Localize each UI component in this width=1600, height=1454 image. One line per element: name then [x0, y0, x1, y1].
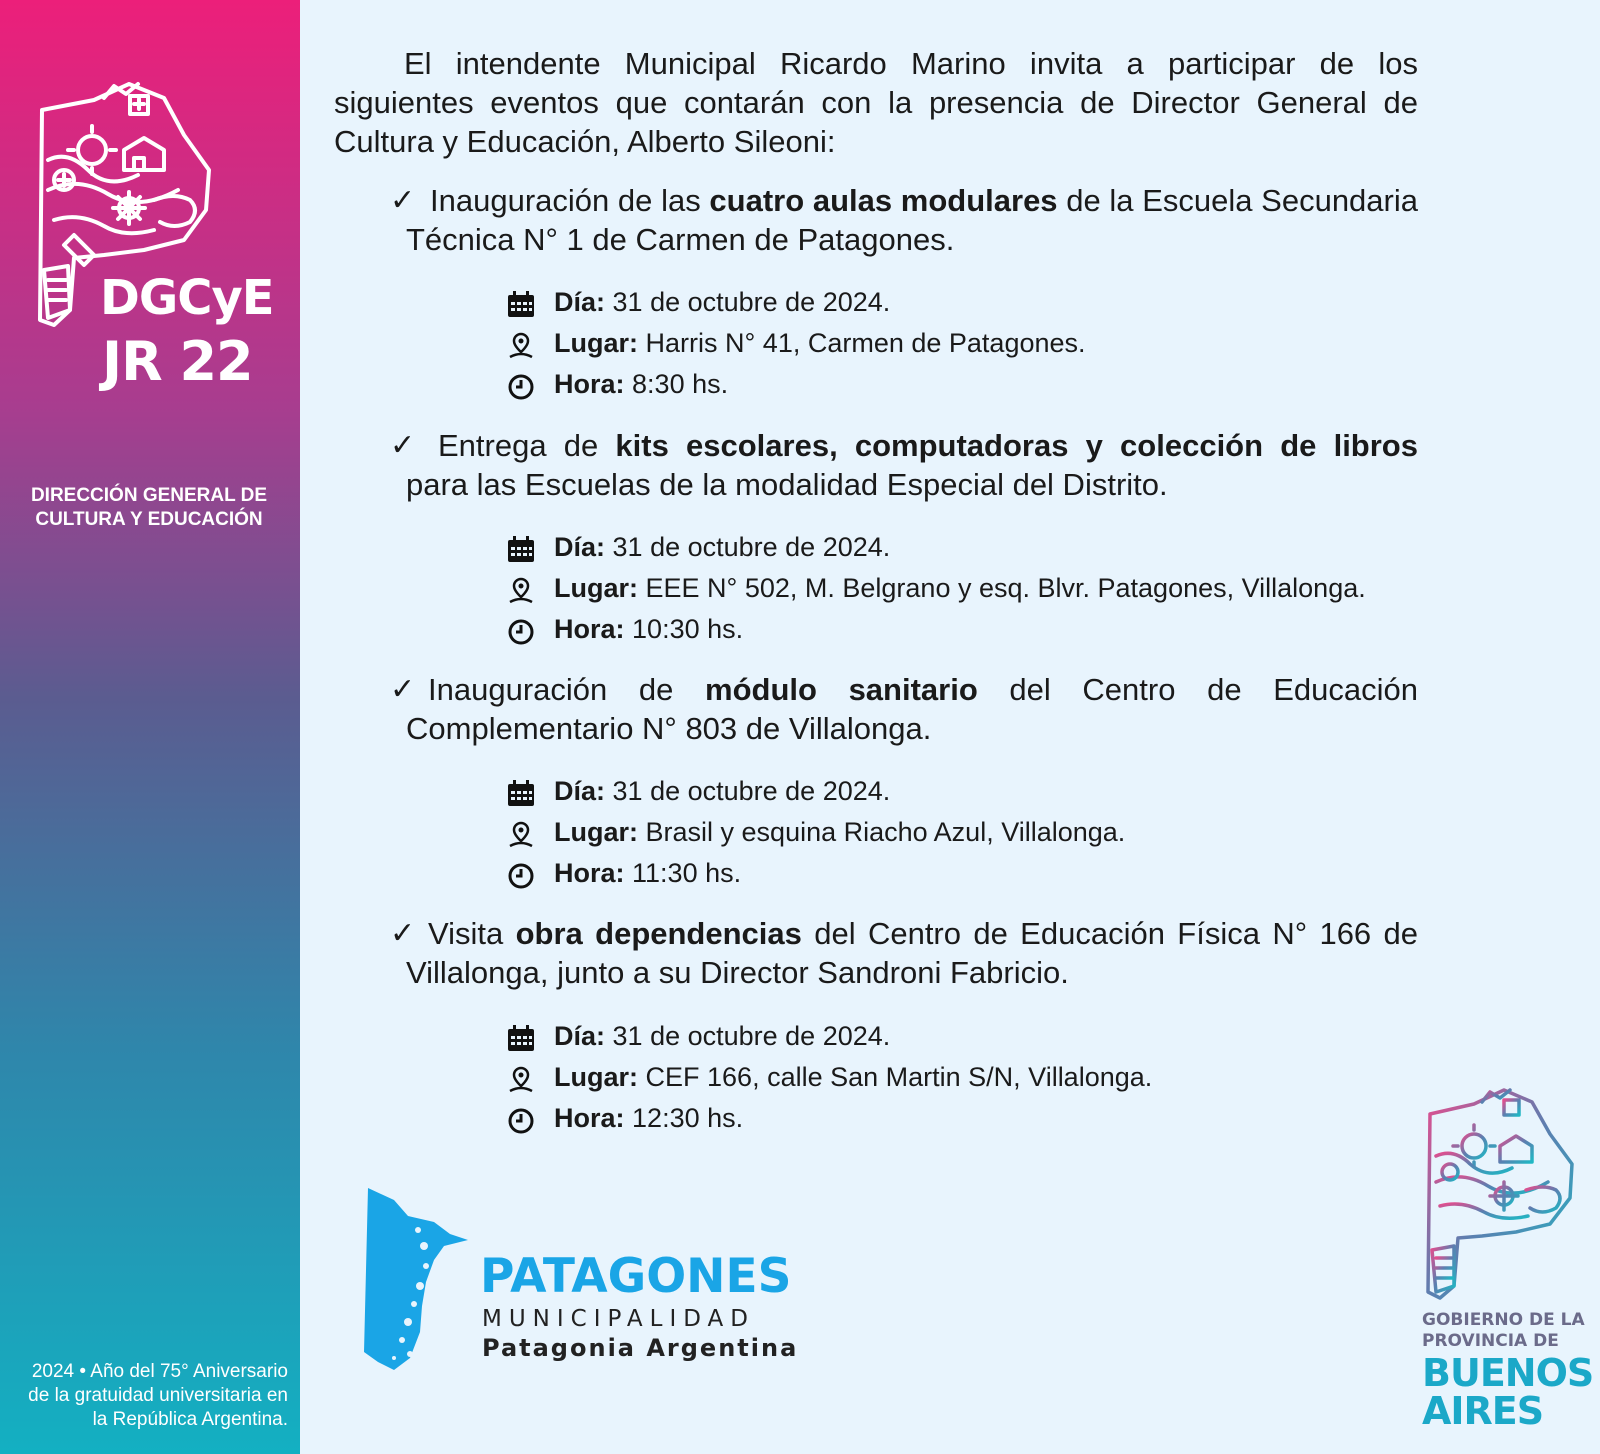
clock-icon [506, 861, 536, 891]
event-3-day-value: 31 de octubre de 2024. [612, 776, 891, 806]
place-label: Lugar: [554, 573, 638, 603]
event-1-day [506, 282, 1406, 323]
direction-line-2: CULTURA Y EDUCACIÓN [35, 509, 263, 530]
event-4-place-value: CEF 166, calle San Martin S/N, Villalonga. [645, 1062, 1153, 1092]
anniversary-footnote [2, 1360, 288, 1432]
footnote-line-2: de la gratuidad universitaria en [28, 1385, 288, 1406]
event-2-day-value: 31 de octubre de 2024. [612, 532, 891, 562]
location-pin-icon [506, 1065, 536, 1095]
day-label: Día: [554, 532, 606, 562]
event-2-time [506, 609, 1406, 650]
calendar-icon [506, 290, 536, 320]
logo-dgcye-text: DGCyE [100, 270, 274, 326]
event-2-details [506, 527, 1406, 650]
patagones-name: PATAGONES [480, 1249, 792, 1304]
event-2-day [506, 527, 1406, 568]
event-3-place-value: Brasil y esquina Riacho Azul, Villalonga. [645, 817, 1126, 847]
event-3-bold: módulo sanitario [705, 672, 978, 707]
time-label: Hora: [554, 614, 625, 644]
sidebar [0, 0, 300, 1454]
event-1-time-value: 8:30 hs. [632, 369, 729, 399]
check-icon: ✓ [390, 672, 416, 707]
event-4-time [506, 1098, 1406, 1139]
intro-paragraph: El intendente Municipal Ricardo Marino invita a participar de los siguientes eventos que contarán con la presencia de Director General de Cultura y Educación, Alberto Sileoni: [334, 46, 1418, 159]
event-3-time [506, 853, 1406, 894]
event-2-place [506, 568, 1406, 609]
calendar-icon [506, 779, 536, 809]
event-2-place-value: EEE N° 502, M. Belgrano y esq. Blvr. Patagones, Villalonga. [645, 573, 1366, 603]
clock-icon [506, 1106, 536, 1136]
event-3-day [506, 771, 1406, 812]
event-3-details [506, 771, 1406, 894]
event-1-place [506, 323, 1406, 364]
location-pin-icon [506, 820, 536, 850]
event-4-day-value: 31 de octubre de 2024. [612, 1021, 891, 1051]
patagones-subtitle: MUNICIPALIDAD [482, 1306, 755, 1332]
event-3-pre: Inauguración de [428, 672, 706, 707]
clock-icon [506, 617, 536, 647]
event-2-bold: kits escolares, computadoras y colección de libros [615, 428, 1418, 463]
event-3-title [406, 670, 1418, 748]
time-label: Hora: [554, 1103, 625, 1133]
event-4-title [406, 914, 1418, 992]
place-label: Lugar: [554, 817, 638, 847]
direction-line-1: DIRECCIÓN GENERAL DE [30, 485, 268, 506]
event-3-post: del Centro de Educación Complementario N° 803 de Villalonga. [406, 672, 1418, 746]
event-4-time-value: 12:30 hs. [632, 1103, 744, 1133]
event-4-pre: Visita [428, 916, 516, 951]
check-icon: ✓ [390, 183, 416, 218]
clock-icon [506, 372, 536, 402]
patagones-map-icon [364, 1186, 474, 1372]
place-label: Lugar: [554, 328, 638, 358]
event-1-details [506, 282, 1406, 405]
event-1-day-value: 31 de octubre de 2024. [612, 287, 891, 317]
event-2-post: para las Escuelas de la modalidad Especial del Distrito. [406, 467, 1168, 502]
direction-name [18, 484, 280, 532]
calendar-icon [506, 535, 536, 565]
event-1-bold: cuatro aulas modulares [709, 183, 1058, 218]
footnote-line-1: 2024 • Año del 75° Aniversario [31, 1361, 288, 1382]
event-1-title [406, 181, 1418, 259]
check-icon: ✓ [390, 916, 416, 951]
event-1-post: de la Escuela Secundaria Técnica N° 1 de Carmen de Patagones. [406, 183, 1418, 257]
day-label: Día: [554, 287, 606, 317]
check-icon: ✓ [390, 428, 416, 463]
location-pin-icon [506, 331, 536, 361]
event-4-bold: obra dependencias [515, 916, 802, 951]
event-4-details [506, 1016, 1406, 1139]
time-label: Hora: [554, 369, 625, 399]
location-pin-icon [506, 576, 536, 606]
day-label: Día: [554, 1021, 606, 1051]
event-4-place [506, 1057, 1406, 1098]
gba-line-2: PROVINCIA DE [1422, 1331, 1559, 1351]
event-4-day [506, 1016, 1406, 1057]
footnote-line-3: la República Argentina. [92, 1409, 288, 1430]
buenos-aires-logo [1420, 1086, 1594, 1446]
day-label: Día: [554, 776, 606, 806]
event-4-post: del Centro de Educación Física N° 166 de Villalonga, junto a su Director Sandroni Fabricio. [406, 916, 1419, 990]
event-2-pre: Entrega de [438, 428, 616, 463]
time-label: Hora: [554, 858, 625, 888]
patagones-tagline: Patagonia Argentina [482, 1334, 799, 1362]
event-1-time [506, 364, 1406, 405]
gba-line-1: GOBIERNO DE LA [1422, 1310, 1585, 1330]
gba-line-3: BUENOS [1422, 1351, 1594, 1395]
event-2-title [406, 426, 1418, 504]
calendar-icon [506, 1024, 536, 1054]
event-2-time-value: 10:30 hs. [632, 614, 744, 644]
gba-line-4: AIRES [1422, 1389, 1544, 1433]
patagones-logo [364, 1186, 804, 1372]
event-1-pre: Inauguración de las [430, 183, 710, 218]
place-label: Lugar: [554, 1062, 638, 1092]
logo-jr-text: JR 22 [102, 330, 253, 393]
event-3-place [506, 812, 1406, 853]
province-illustration-icon [1424, 1086, 1584, 1306]
event-3-time-value: 11:30 hs. [632, 858, 742, 888]
event-1-place-value: Harris N° 41, Carmen de Patagones. [645, 328, 1086, 358]
